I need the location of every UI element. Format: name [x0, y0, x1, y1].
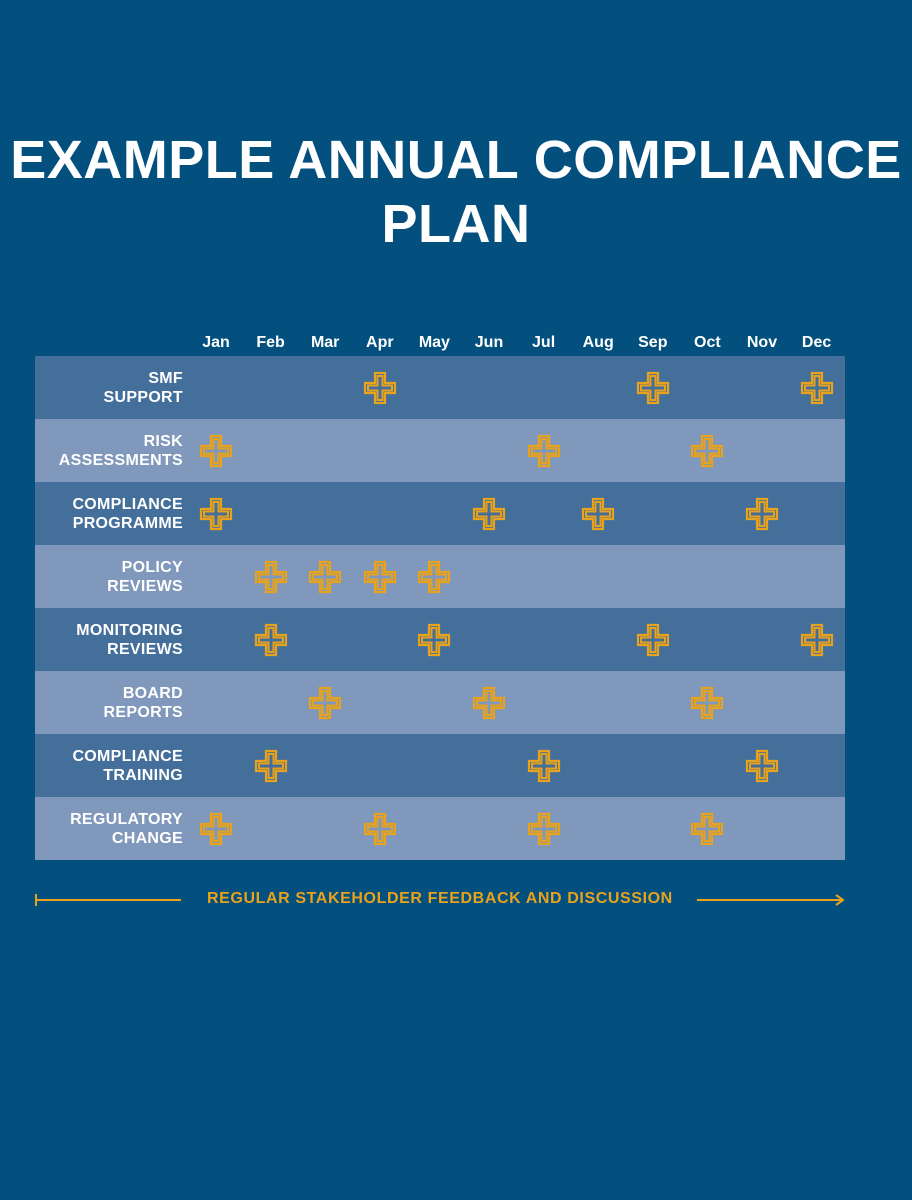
cross-outline-icon: [526, 811, 562, 847]
cross-outline-icon: [198, 433, 234, 469]
cross-outline-icon: [253, 559, 289, 595]
month-dec: Dec: [801, 334, 832, 351]
row-label-line-2: CHANGE: [111, 829, 183, 847]
cross-outline-icon: [416, 622, 452, 658]
cross-outline-icon: [362, 811, 398, 847]
cross-outline-icon: [689, 685, 725, 721]
row-label-line-2: REVIEWS: [107, 640, 183, 658]
row-label-line-1: MONITORING: [76, 621, 183, 639]
cross-outline-icon: [799, 622, 835, 658]
row-label: [13, 419, 183, 482]
cross-outline-icon: [580, 496, 616, 532]
footer-line-left: [35, 899, 181, 901]
plan-grid: [35, 356, 845, 860]
row-label-line-2: PROGRAMME: [72, 514, 183, 532]
row-label: [13, 671, 183, 734]
row-label: [13, 356, 183, 419]
cross-outline-icon: [253, 622, 289, 658]
cross-outline-icon: [526, 748, 562, 784]
row-label-line-2: TRAINING: [103, 766, 183, 784]
month-jun: Jun: [474, 334, 504, 351]
month-mar: Mar: [310, 334, 340, 351]
plan-row: [35, 356, 845, 419]
row-label-line-1: BOARD: [122, 684, 183, 702]
month-oct: Oct: [694, 334, 721, 351]
plan-row: [35, 419, 845, 482]
cross-outline-icon: [362, 370, 398, 406]
month-aug: Aug: [582, 334, 614, 351]
cross-outline-icon: [689, 811, 725, 847]
cross-outline-icon: [799, 370, 835, 406]
title-line-2: PLAN: [381, 194, 531, 254]
plan-row: [35, 608, 845, 671]
cross-outline-icon: [635, 370, 671, 406]
month-jan: Jan: [202, 334, 230, 351]
plan-row: [35, 734, 845, 797]
month-jul: Jul: [532, 334, 556, 351]
row-label-line-1: SMF: [148, 369, 183, 387]
month-apr: Apr: [366, 334, 394, 351]
month-sep: Sep: [638, 334, 668, 351]
row-label: [13, 482, 183, 545]
plan-row: [35, 797, 845, 860]
cross-outline-icon: [744, 496, 780, 532]
cross-outline-icon: [198, 496, 234, 532]
cross-outline-icon: [635, 622, 671, 658]
cross-outline-icon: [307, 559, 343, 595]
cross-outline-icon: [471, 685, 507, 721]
row-label-line-2: ASSESSMENTS: [58, 451, 183, 469]
cross-outline-icon: [253, 748, 289, 784]
month-header: [0, 334, 912, 356]
month-nov: Nov: [746, 334, 778, 351]
month-feb: Feb: [256, 334, 285, 351]
row-label-line-2: SUPPORT: [103, 388, 183, 406]
arrow-right-icon: [697, 892, 845, 908]
month-may: May: [418, 334, 450, 351]
page-title: [0, 128, 912, 256]
row-label: [13, 797, 183, 860]
cross-outline-icon: [689, 433, 725, 469]
row-label-line-2: REPORTS: [103, 703, 183, 721]
plan-row: [35, 671, 845, 734]
row-label: [13, 608, 183, 671]
row-label-line-1: POLICY: [121, 558, 183, 576]
footer-text: REGULAR STAKEHOLDER FEEDBACK AND DISCUSSION: [207, 890, 673, 907]
row-label: [13, 734, 183, 797]
row-label: [13, 545, 183, 608]
cross-outline-icon: [471, 496, 507, 532]
cross-outline-icon: [744, 748, 780, 784]
feedback-footer: [35, 888, 845, 912]
cross-outline-icon: [307, 685, 343, 721]
cross-outline-icon: [416, 559, 452, 595]
row-label-line-1: COMPLIANCE: [72, 495, 183, 513]
cross-outline-icon: [526, 433, 562, 469]
plan-row: [35, 482, 845, 545]
row-label-line-1: REGULATORY: [70, 810, 183, 828]
title-line-1: EXAMPLE ANNUAL COMPLIANCE: [10, 130, 902, 190]
row-label-line-2: REVIEWS: [107, 577, 183, 595]
row-label-line-1: COMPLIANCE: [72, 747, 183, 765]
cross-outline-icon: [362, 559, 398, 595]
plan-row: [35, 545, 845, 608]
cross-outline-icon: [198, 811, 234, 847]
row-label-line-1: RISK: [143, 432, 183, 450]
